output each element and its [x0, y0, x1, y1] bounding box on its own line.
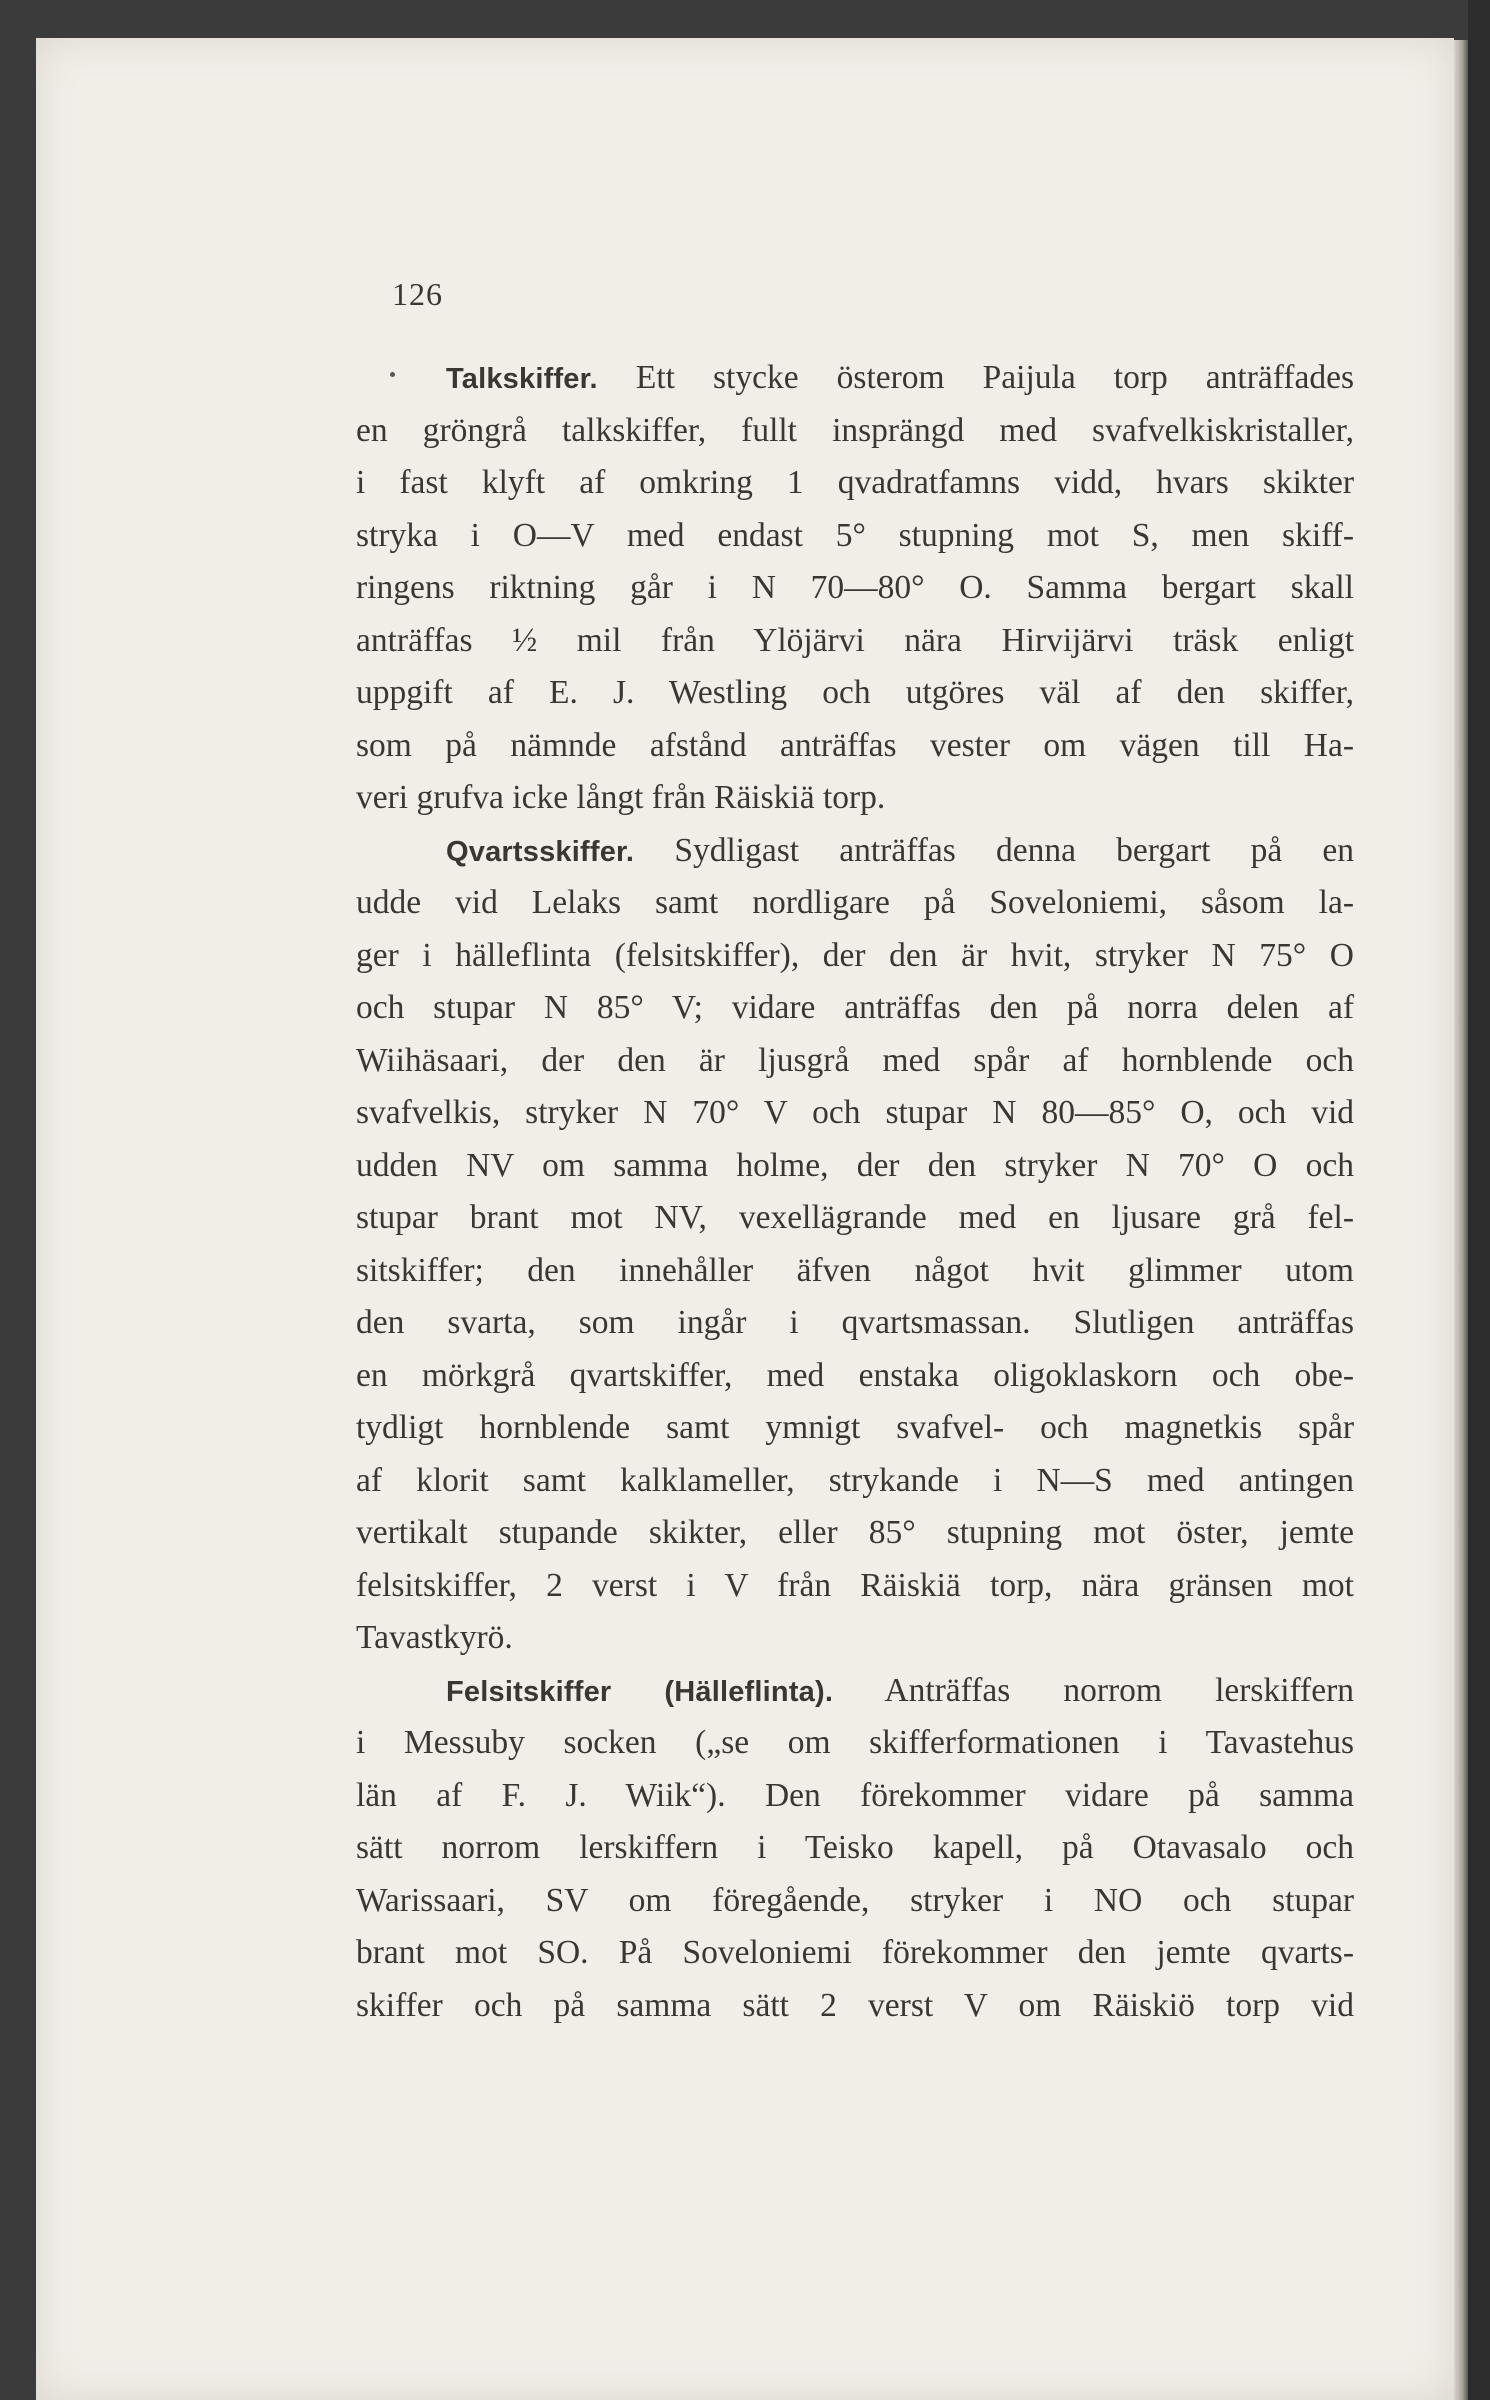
paragraph-1-line: stryka i O—V med endast 5° stupning mot S, men skiff-: [356, 516, 1354, 554]
paragraph-1-line-1: Talkskiffer. Ett stycke österom Paijula torp anträffades: [446, 359, 1354, 396]
paragraph-3-line-1: Felsitskiffer (Hälleflinta). Anträffas norrom lerskiffern: [446, 1671, 1354, 1709]
paragraph-1-line: ringens riktning går i N 70—80° O. Samma bergart skall: [356, 569, 1354, 606]
paragraph-2-line: udde vid Lelaks samt nordligare på Soveloniemi, såsom la-: [356, 884, 1354, 921]
paragraph-2-line: Tavastkyrö.: [356, 1619, 513, 1656]
paragraph-3-line: i Messuby socken („se om skifferformationen i Tavastehus: [356, 1724, 1354, 1761]
paragraph-1-line: som på nämnde afstånd anträffas vester om vägen till Ha-: [356, 726, 1354, 764]
paragraph-1-line: uppgift af E. J. Westling och utgöres väl af den skiffer,: [356, 674, 1354, 711]
paragraph-2-line: och stupar N 85° V; vidare anträffas den på norra delen af: [356, 989, 1354, 1026]
paragraph-3-line: Warissaari, SV om föregående, stryker i NO och stupar: [356, 1881, 1354, 1919]
paragraph-2-line: svafvelkis, stryker N 70° V och stupar N 80—85° O, och vid: [356, 1094, 1354, 1131]
section-heading-qvartsskiffer: Qvartsskiffer.: [446, 835, 635, 868]
scan-top-margin: [0, 0, 1490, 38]
paragraph-2-line-1: Qvartsskiffer. Sydligast anträffas denna bergart på en: [446, 831, 1354, 869]
paragraph-2-line: tydligt hornblende samt ymnigt svafvel- och magnetkis spår: [356, 1409, 1354, 1446]
paragraph-3-line: skiffer och på samma sätt 2 verst V om Räiskiö torp vid: [356, 1986, 1354, 2024]
section-heading-felsitskiffer: Felsitskiffer (Hälleflinta).: [446, 1675, 834, 1708]
paragraph-3-line: brant mot SO. På Soveloniemi förekommer den jemte qvarts-: [356, 1934, 1354, 1971]
section-heading-talkskiffer: Talkskiffer.: [446, 363, 598, 395]
paragraph-1-line: en gröngrå talkskiffer, fullt insprängd med svafvelkiskristaller,: [356, 411, 1354, 449]
paragraph-2-line: Wiihäsaari, der den är ljusgrå med spår af hornblende och: [356, 1041, 1354, 1079]
page-number: 126: [392, 276, 443, 312]
scan-right-margin: [1468, 0, 1490, 2400]
paragraph-2-line: sitskiffer; den innehåller äfven något hvit glimmer utom: [356, 1251, 1354, 1289]
paragraph-3-line: sätt norrom lerskiffern i Teisko kapell, på Otavasalo och: [356, 1829, 1354, 1866]
paragraph-2-line: udden NV om samma holme, der den stryker N 70° O och: [356, 1146, 1354, 1184]
paragraph-3-line: län af F. J. Wiik“). Den förekommer vidare på samma: [356, 1776, 1354, 1814]
paragraph-2-line: af klorit samt kalklameller, strykande i N—S med antingen: [356, 1461, 1354, 1499]
paragraph-2-line: den svarta, som ingår i qvartsmassan. Slutligen anträffas: [356, 1304, 1354, 1341]
paragraph-2-line: stupar brant mot NV, vexellägrande med en ljusare grå fel-: [356, 1199, 1354, 1236]
paragraph-1-line: veri grufva icke långt från Räiskiä torp.: [356, 779, 886, 816]
page-gutter-edge: [1454, 40, 1468, 2400]
paragraph-1-line: anträffas ½ mil från Ylöjärvi nära Hirvijärvi träsk enligt: [356, 621, 1354, 659]
paragraph-2-line: vertikalt stupande skikter, eller 85° stupning mot öster, jemte: [356, 1514, 1354, 1551]
paragraph-2-line: felsitskiffer, 2 verst i V från Räiskiä torp, nära gränsen mot: [356, 1566, 1354, 1604]
paragraph-2-line: en mörkgrå qvartskiffer, med enstaka oligoklaskorn och obe-: [356, 1356, 1354, 1394]
paragraph-2-line: ger i hälleflinta (felsitskiffer), der den är hvit, stryker N 75° O: [356, 936, 1354, 974]
body-text: [356, 352, 1354, 2032]
paragraph-1-line: i fast klyft af omkring 1 qvadratfamns vidd, hvars skikter: [356, 464, 1354, 501]
